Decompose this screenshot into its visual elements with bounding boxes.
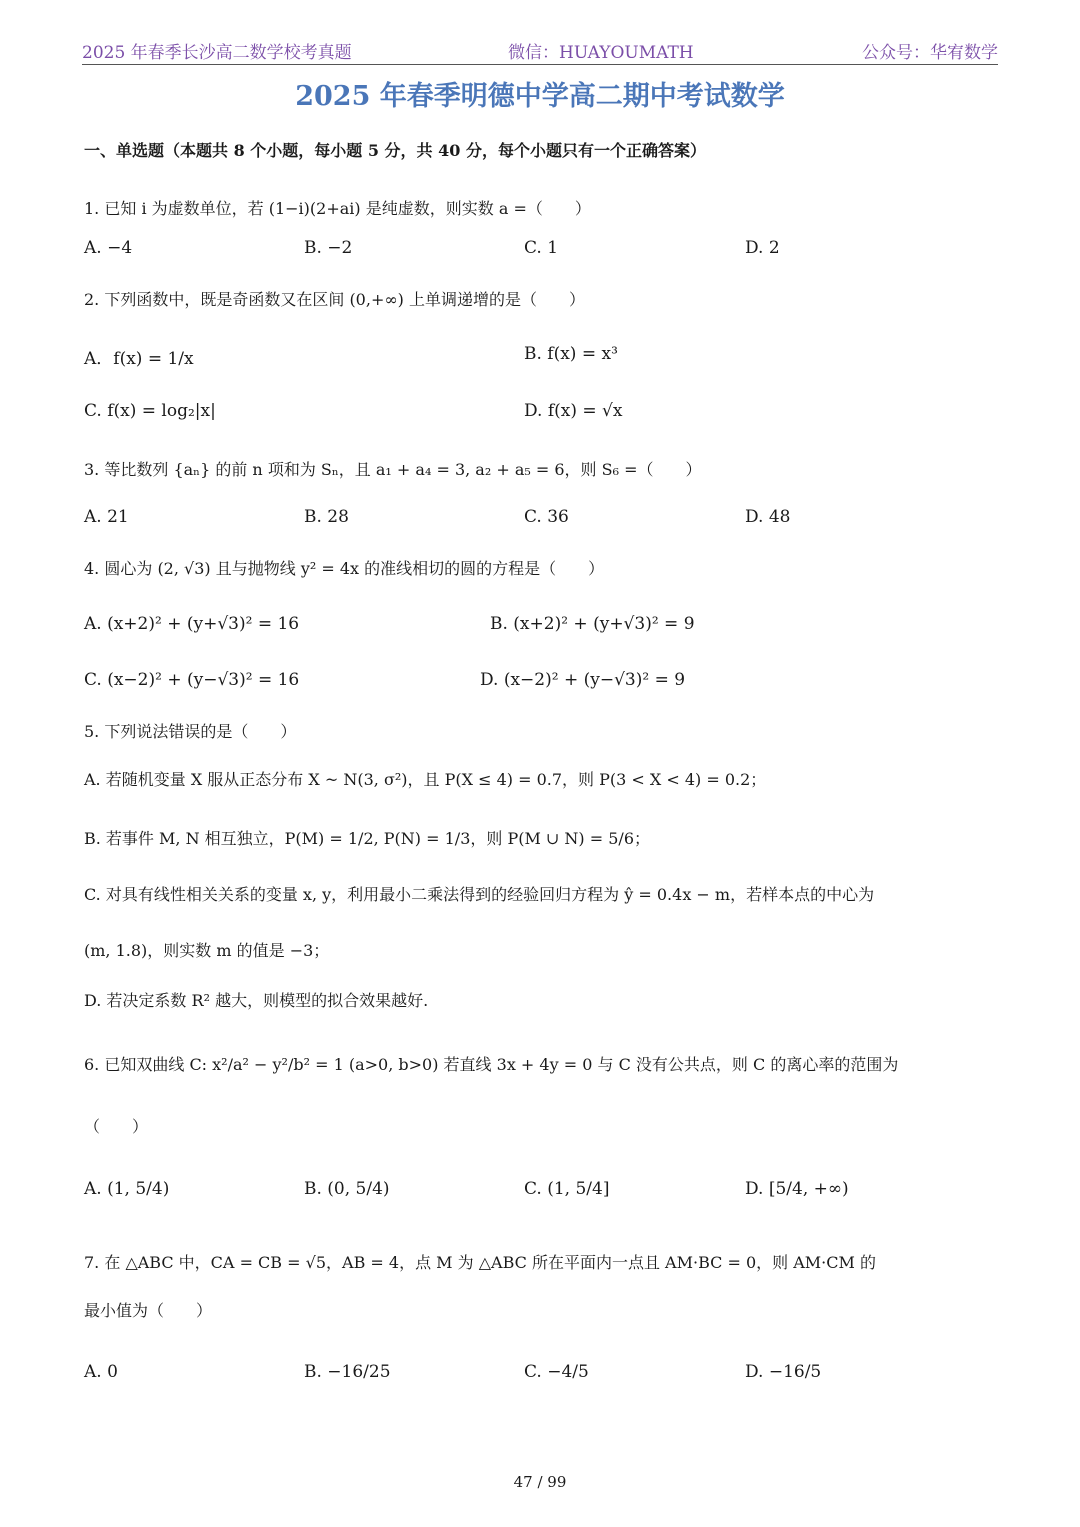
q1-option-b: B. −2 <box>304 238 353 258</box>
q5-option-a: A. 若随机变量 X 服从正态分布 X ~ N(3, σ²)，且 P(X ≤ 4) = 0.7，则 P(3 < X < 4) = 0.2； <box>84 770 767 789</box>
question-2-stem: 2. 下列函数中，既是奇函数又在区间 (0,+∞) 上单调递增的是（ ） <box>84 290 586 309</box>
q2-option-b: B. f(x) = x³ <box>524 344 618 364</box>
question-4-stem: 4. 圆心为 (2, √3) 且与抛物线 y² = 4x 的准线相切的圆的方程是（ ） <box>84 559 605 578</box>
header-divider <box>82 64 998 65</box>
q2-option-d: D. f(x) = √x <box>524 401 623 421</box>
q3-option-b: B. 28 <box>304 507 349 527</box>
q1-option-d: D. 2 <box>745 238 780 258</box>
q4-option-a: A. (x+2)² + (y+√3)² = 16 <box>84 614 300 634</box>
q1-option-a: A. −4 <box>84 238 133 258</box>
q6-option-d: D. [5/4, +∞) <box>745 1179 849 1199</box>
q7-option-b: B. −16/25 <box>304 1362 391 1382</box>
q6-option-b: B. (0, 5/4) <box>304 1179 390 1199</box>
page-number: 47 / 99 <box>513 1473 567 1491</box>
question-1-stem: 1. 已知 i 为虚数单位，若 (1−i)(2+ai) 是纯虚数，则实数 a =（ ） <box>84 199 591 218</box>
q6-option-c: C. (1, 5/4] <box>524 1179 610 1199</box>
question-7-stem-end: 最小值为（ ） <box>84 1301 213 1320</box>
question-6-stem: 6. 已知双曲线 C: x²/a² − y²/b² = 1 (a>0, b>0) 若直线 3x + 4y = 0 与 C 没有公共点，则 C 的离心率的范围为 <box>84 1055 899 1074</box>
q3-option-a: A. 21 <box>84 507 129 527</box>
q1-option-c: C. 1 <box>524 238 559 258</box>
q5-option-b: B. 若事件 M, N 相互独立，P(M) = 1/2, P(N) = 1/3，则 P(M ∪ N) = 5/6； <box>84 829 650 848</box>
section-heading: 一、单选题（本题共 8 个小题，每小题 5 分，共 40 分，每个小题只有一个正确答案） <box>84 141 706 160</box>
q5-option-c-continued: (m, 1.8)，则实数 m 的值是 −3； <box>84 941 330 960</box>
question-5-stem: 5. 下列说法错误的是（ ） <box>84 722 297 741</box>
question-6-stem-end: （ ） <box>84 1117 149 1136</box>
header-right: 公众号：华宥数学 <box>862 43 998 63</box>
question-3-stem: 3. 等比数列 {aₙ} 的前 n 项和为 Sₙ，且 a₁ + a₄ = 3, a₂ + a₅ = 6，则 S₆ =（ ） <box>84 460 702 479</box>
q2-option-a: A．f(x) = 1/x <box>84 349 194 369</box>
q3-option-c: C. 36 <box>524 507 569 527</box>
header-center: 微信：HUAYOUMATH <box>508 43 694 63</box>
q4-option-c: C. (x−2)² + (y−√3)² = 16 <box>84 670 300 690</box>
q4-option-d: D. (x−2)² + (y−√3)² = 9 <box>480 670 686 690</box>
q7-option-c: C. −4/5 <box>524 1362 589 1382</box>
header-left: 2025 年春季长沙高二数学校考真题 <box>82 43 352 63</box>
q7-option-a: A. 0 <box>84 1362 118 1382</box>
question-7-stem: 7. 在 △ABC 中，CA = CB = √5，AB = 4，点 M 为 △ABC 所在平面内一点且 AM·BC = 0，则 AM·CM 的 <box>84 1253 876 1272</box>
q5-option-c: C. 对具有线性相关关系的变量 x, y，利用最小二乘法得到的经验回归方程为 ŷ = 0.4x − m，若样本点的中心为 <box>84 885 875 904</box>
q6-option-a: A. (1, 5/4) <box>84 1179 170 1199</box>
q3-option-d: D. 48 <box>745 507 791 527</box>
page-title: 2025 年春季明德中学高二期中考试数学 <box>295 81 785 112</box>
q5-option-d: D. 若决定系数 R² 越大，则模型的拟合效果越好. <box>84 991 429 1010</box>
q4-option-b: B. (x+2)² + (y+√3)² = 9 <box>490 614 695 634</box>
q7-option-d: D. −16/5 <box>745 1362 822 1382</box>
q2-option-c: C. f(x) = log₂|x| <box>84 401 216 421</box>
